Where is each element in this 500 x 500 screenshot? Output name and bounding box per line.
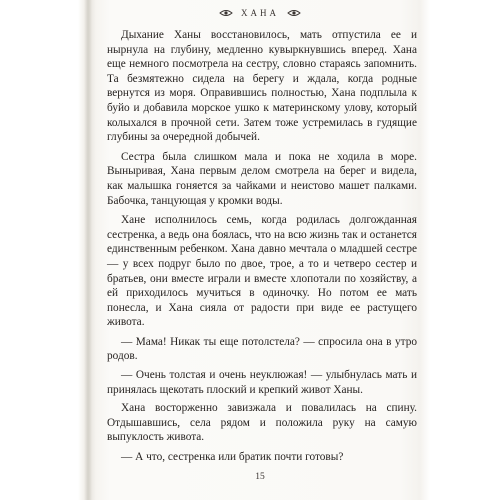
body-text [107, 28, 417, 469]
eye-ornament-left-icon [219, 9, 233, 17]
dialog-line-2: — Очень толстая и очень неуклюжая! — улыбнулась мать и принялась щекотать плоский и крепкий живот Ханы. [107, 369, 417, 396]
eye-ornament-right-icon [287, 9, 301, 17]
paragraph-1: Дыхание Ханы восстановилось, мать отпустила ее и нырнула на глубину, медленно кувыркнувшись вперед. Хана еще немного посмотрела на сестру, словно стараясь запомнить. Та безмятежно сидела на берегу и ждала, когда родные вернутся из моря. Оправившись полностью, Хана подплыла к буйо и добавила морское ушко к материнскому улову, который колыхался в прочной сети. Затем тоже устремилась в гудящие глубины за очередной добычей. [107, 29, 417, 144]
book-spine-shadow [84, 0, 92, 500]
running-header-title: ХАНА [241, 8, 279, 18]
page-number: 15 [255, 472, 265, 482]
dialog-line-3: — А что, сестренка или братик почти готовы? [121, 451, 344, 464]
running-header [92, 8, 428, 18]
paragraph-4: Хана восторженно завизжала и повалилась на спину. Отдышавшись, села рядом и положила руку на самую выпуклость живота. [107, 402, 417, 444]
paragraph-2: Сестра была слишком мала и пока не ходила в море. Выныривая, Хана первым делом смотрела на берег и видела, как малышка гоняется за чайками и неистово машет палками. Бабочка, танцующая у кромки воды. [107, 150, 417, 207]
paragraph-3: Хане исполнилось семь, когда родилась долгожданная сестренка, а ведь она боялась, что на всю жизнь так и останется единственным ребенком. Хана давно мечтала о младшей сестре — у всех подруг было по двое, трое, а то и четверо сестер и братьев, они вместе играли и вместе хлопотали по хозяйству, а ей приходилось мучиться в одиночку. Но потом ее мать понесла, и Хана сияла от радости при виде ее растущего живота. [107, 214, 417, 329]
dialog-line-1: — Мама! Никак ты еще потолстела? — спросила она в утро родов. [107, 335, 417, 363]
